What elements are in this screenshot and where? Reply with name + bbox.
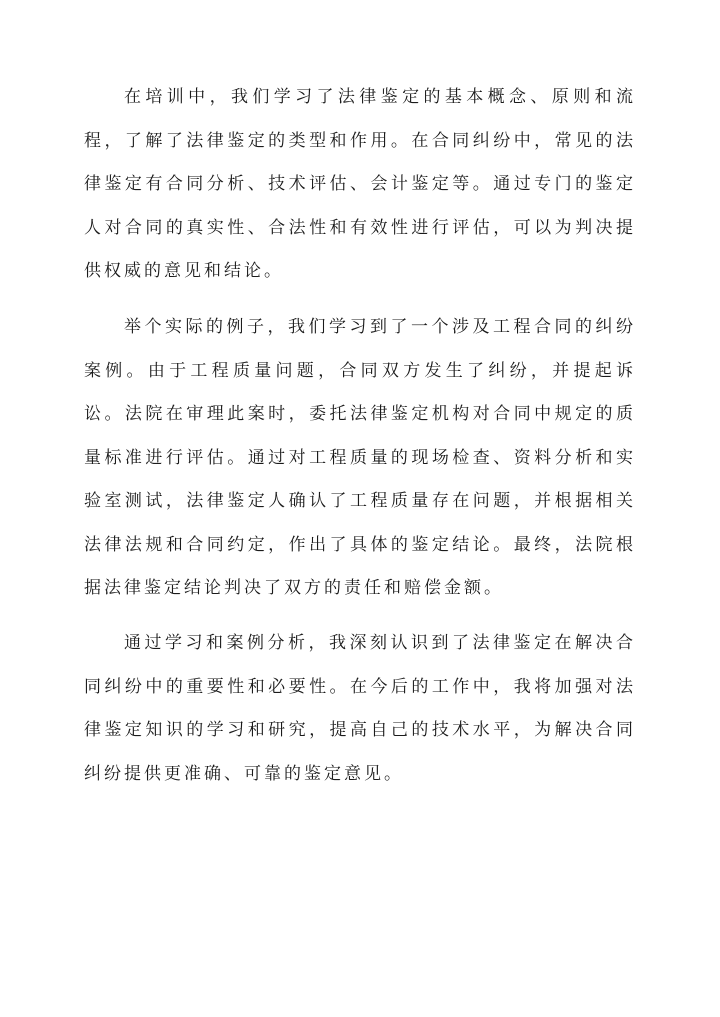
paragraph-1: 在培训中，我们学习了法律鉴定的基本概念、原则和流程，了解了法律鉴定的类型和作用。在合同纠纷中，常见的法律鉴定有合同分析、技术评估、会计鉴定等。通过专门的鉴定人对合同的真实性、合法性和有效性进行评估，可以为判决提供权威的意见和结论。 (84, 87, 636, 281)
paragraph-3: 通过学习和案例分析，我深刻认识到了法律鉴定在解决合同纠纷中的重要性和必要性。在今后的工作中，我将加强对法律鉴定知识的学习和研究，提高自己的技术水平，为解决合同纠纷提供更准确、可靠的鉴定意见。 (84, 633, 636, 784)
paragraph-2: 举个实际的例子，我们学习到了一个涉及工程合同的纠纷案例。由于工程质量问题，合同双方发生了纠纷，并提起诉讼。法院在审理此案时，委托法律鉴定机构对合同中规定的质量标准进行评估。通过对工程质量的现场检查、资料分析和实验室测试，法律鉴定人确认了工程质量存在问题，并根据相关法律法规和合同约定，作出了具体的鉴定结论。最终，法院根据法律鉴定结论判决了双方的责任和赔偿金额。 (84, 317, 636, 598)
